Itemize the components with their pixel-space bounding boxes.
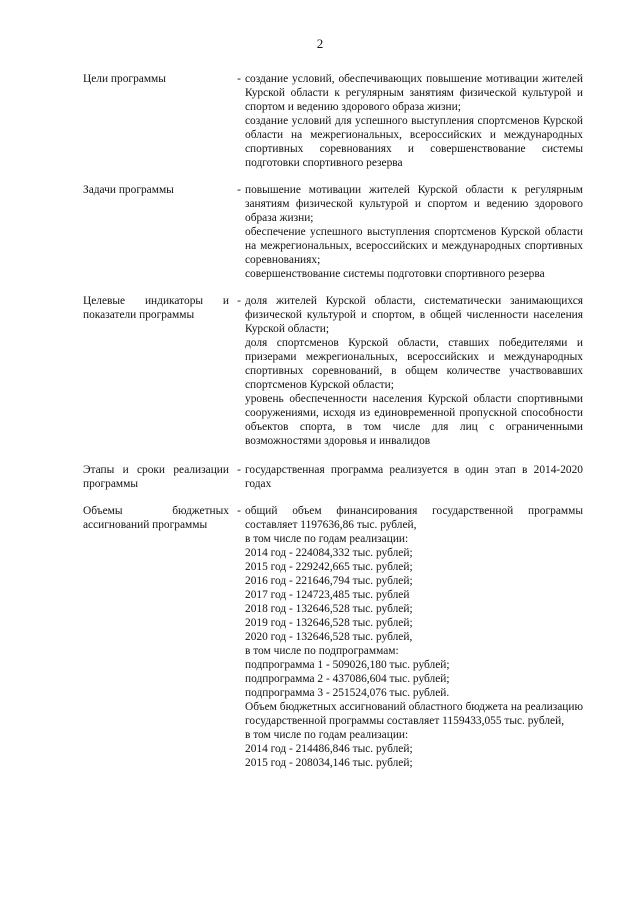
row-dash: - (237, 73, 241, 85)
row-dash: - (237, 464, 241, 476)
row-stages-and-terms (83, 463, 583, 491)
value-paragraph: 2017 год - 124723,485 тыс. рублей (245, 589, 410, 601)
value-paragraph: 2020 год - 132646,528 тыс. рублей, (245, 631, 413, 643)
value-paragraph: повышение мотивации жителей Курской области к регулярным занятиям физической культурой и спортом и ведению здорового образа жизни; (245, 184, 583, 224)
value-paragraph: в том числе по годам реализации: (245, 533, 409, 545)
program-passport-table (83, 72, 583, 770)
row-value (245, 183, 583, 281)
value-paragraph: 2016 год - 221646,794 тыс. рублей; (245, 575, 413, 587)
value-paragraph: доля жителей Курской области, систематически занимающихся физической культурой и спортом, в общей численности населения Курской области; (245, 295, 583, 335)
value-paragraph: 2019 год - 132646,528 тыс. рублей; (245, 617, 413, 629)
row-label: Целевые индикаторы и показатели программы (83, 295, 229, 321)
value-paragraph: государственная программа реализуется в один этап в 2014-2020 годах (245, 464, 583, 490)
value-paragraph: 2015 год - 229242,665 тыс. рублей; (245, 561, 413, 573)
value-paragraph: совершенствование системы подготовки спортивного резерва (245, 268, 545, 280)
value-paragraph: общий объем финансирования государственной программы составляет 1197636,86 тыс. рублей, (245, 505, 583, 531)
value-paragraph: в том числе по годам реализации: (245, 729, 409, 741)
value-paragraph: доля спортсменов Курской области, ставших победителями и призерами межрегиональных, всероссийских и международных спортивных соревнований, в общем количестве участвовавших спортсменов Курской области; (245, 337, 583, 391)
row-program-goals (83, 72, 583, 170)
row-target-indicators (83, 294, 583, 448)
value-paragraph: подпрограмма 1 - 509026,180 тыс. рублей; (245, 659, 450, 671)
row-label: Объемы бюджетных ассигнований программы (83, 505, 229, 531)
row-label: Задачи программы (83, 184, 174, 196)
value-paragraph: обеспечение успешного выступления спортсменов Курской области на межрегиональных, всероссийских и международных спортивных соревнованиях; (245, 226, 583, 266)
value-paragraph: 2014 год - 224084,332 тыс. рублей; (245, 547, 413, 559)
row-value (245, 294, 583, 448)
value-paragraph: создание условий, обеспечивающих повышение мотивации жителей Курской области к регулярным занятиям физической культурой и спортом и ведению здорового образа жизни; (245, 73, 583, 113)
value-paragraph: подпрограмма 3 - 251524,076 тыс. рублей. (245, 687, 450, 699)
value-paragraph: создание условий для успешного выступления спортсменов Курской области на межрегиональных, всероссийских и международных спортивных соревнованиях и совершенствование системы подготовки спортивного резерва (245, 115, 583, 169)
row-budget-allocations (83, 504, 583, 770)
row-program-tasks (83, 183, 583, 281)
value-paragraph: 2014 год - 214486,846 тыс. рублей; (245, 743, 413, 755)
row-dash: - (237, 184, 241, 196)
value-paragraph: подпрограмма 2 - 437086,604 тыс. рублей; (245, 673, 450, 685)
row-value (245, 504, 583, 770)
value-paragraph: Объем бюджетных ассигнований областного бюджета на реализацию государственной программы составляет 1159433,055 тыс. рублей, (245, 701, 583, 727)
page-number: 2 (316, 36, 324, 51)
row-value (245, 463, 583, 491)
row-label: Цели программы (83, 73, 166, 85)
row-dash: - (237, 505, 241, 517)
value-paragraph: 2018 год - 132646,528 тыс. рублей; (245, 603, 413, 615)
value-paragraph: в том числе по подпрограммам: (245, 645, 399, 657)
row-dash: - (237, 295, 241, 307)
row-label: Этапы и сроки реализации программы (83, 464, 229, 490)
value-paragraph: уровень обеспеченности населения Курской области спортивными сооружениями, исходя из единовременной пропускной способности объектов спорта, в том числе для лиц с ограниченными возможностями здоровья и инвалидов (245, 393, 583, 447)
value-paragraph: 2015 год - 208034,146 тыс. рублей; (245, 757, 413, 769)
row-value (245, 72, 583, 170)
